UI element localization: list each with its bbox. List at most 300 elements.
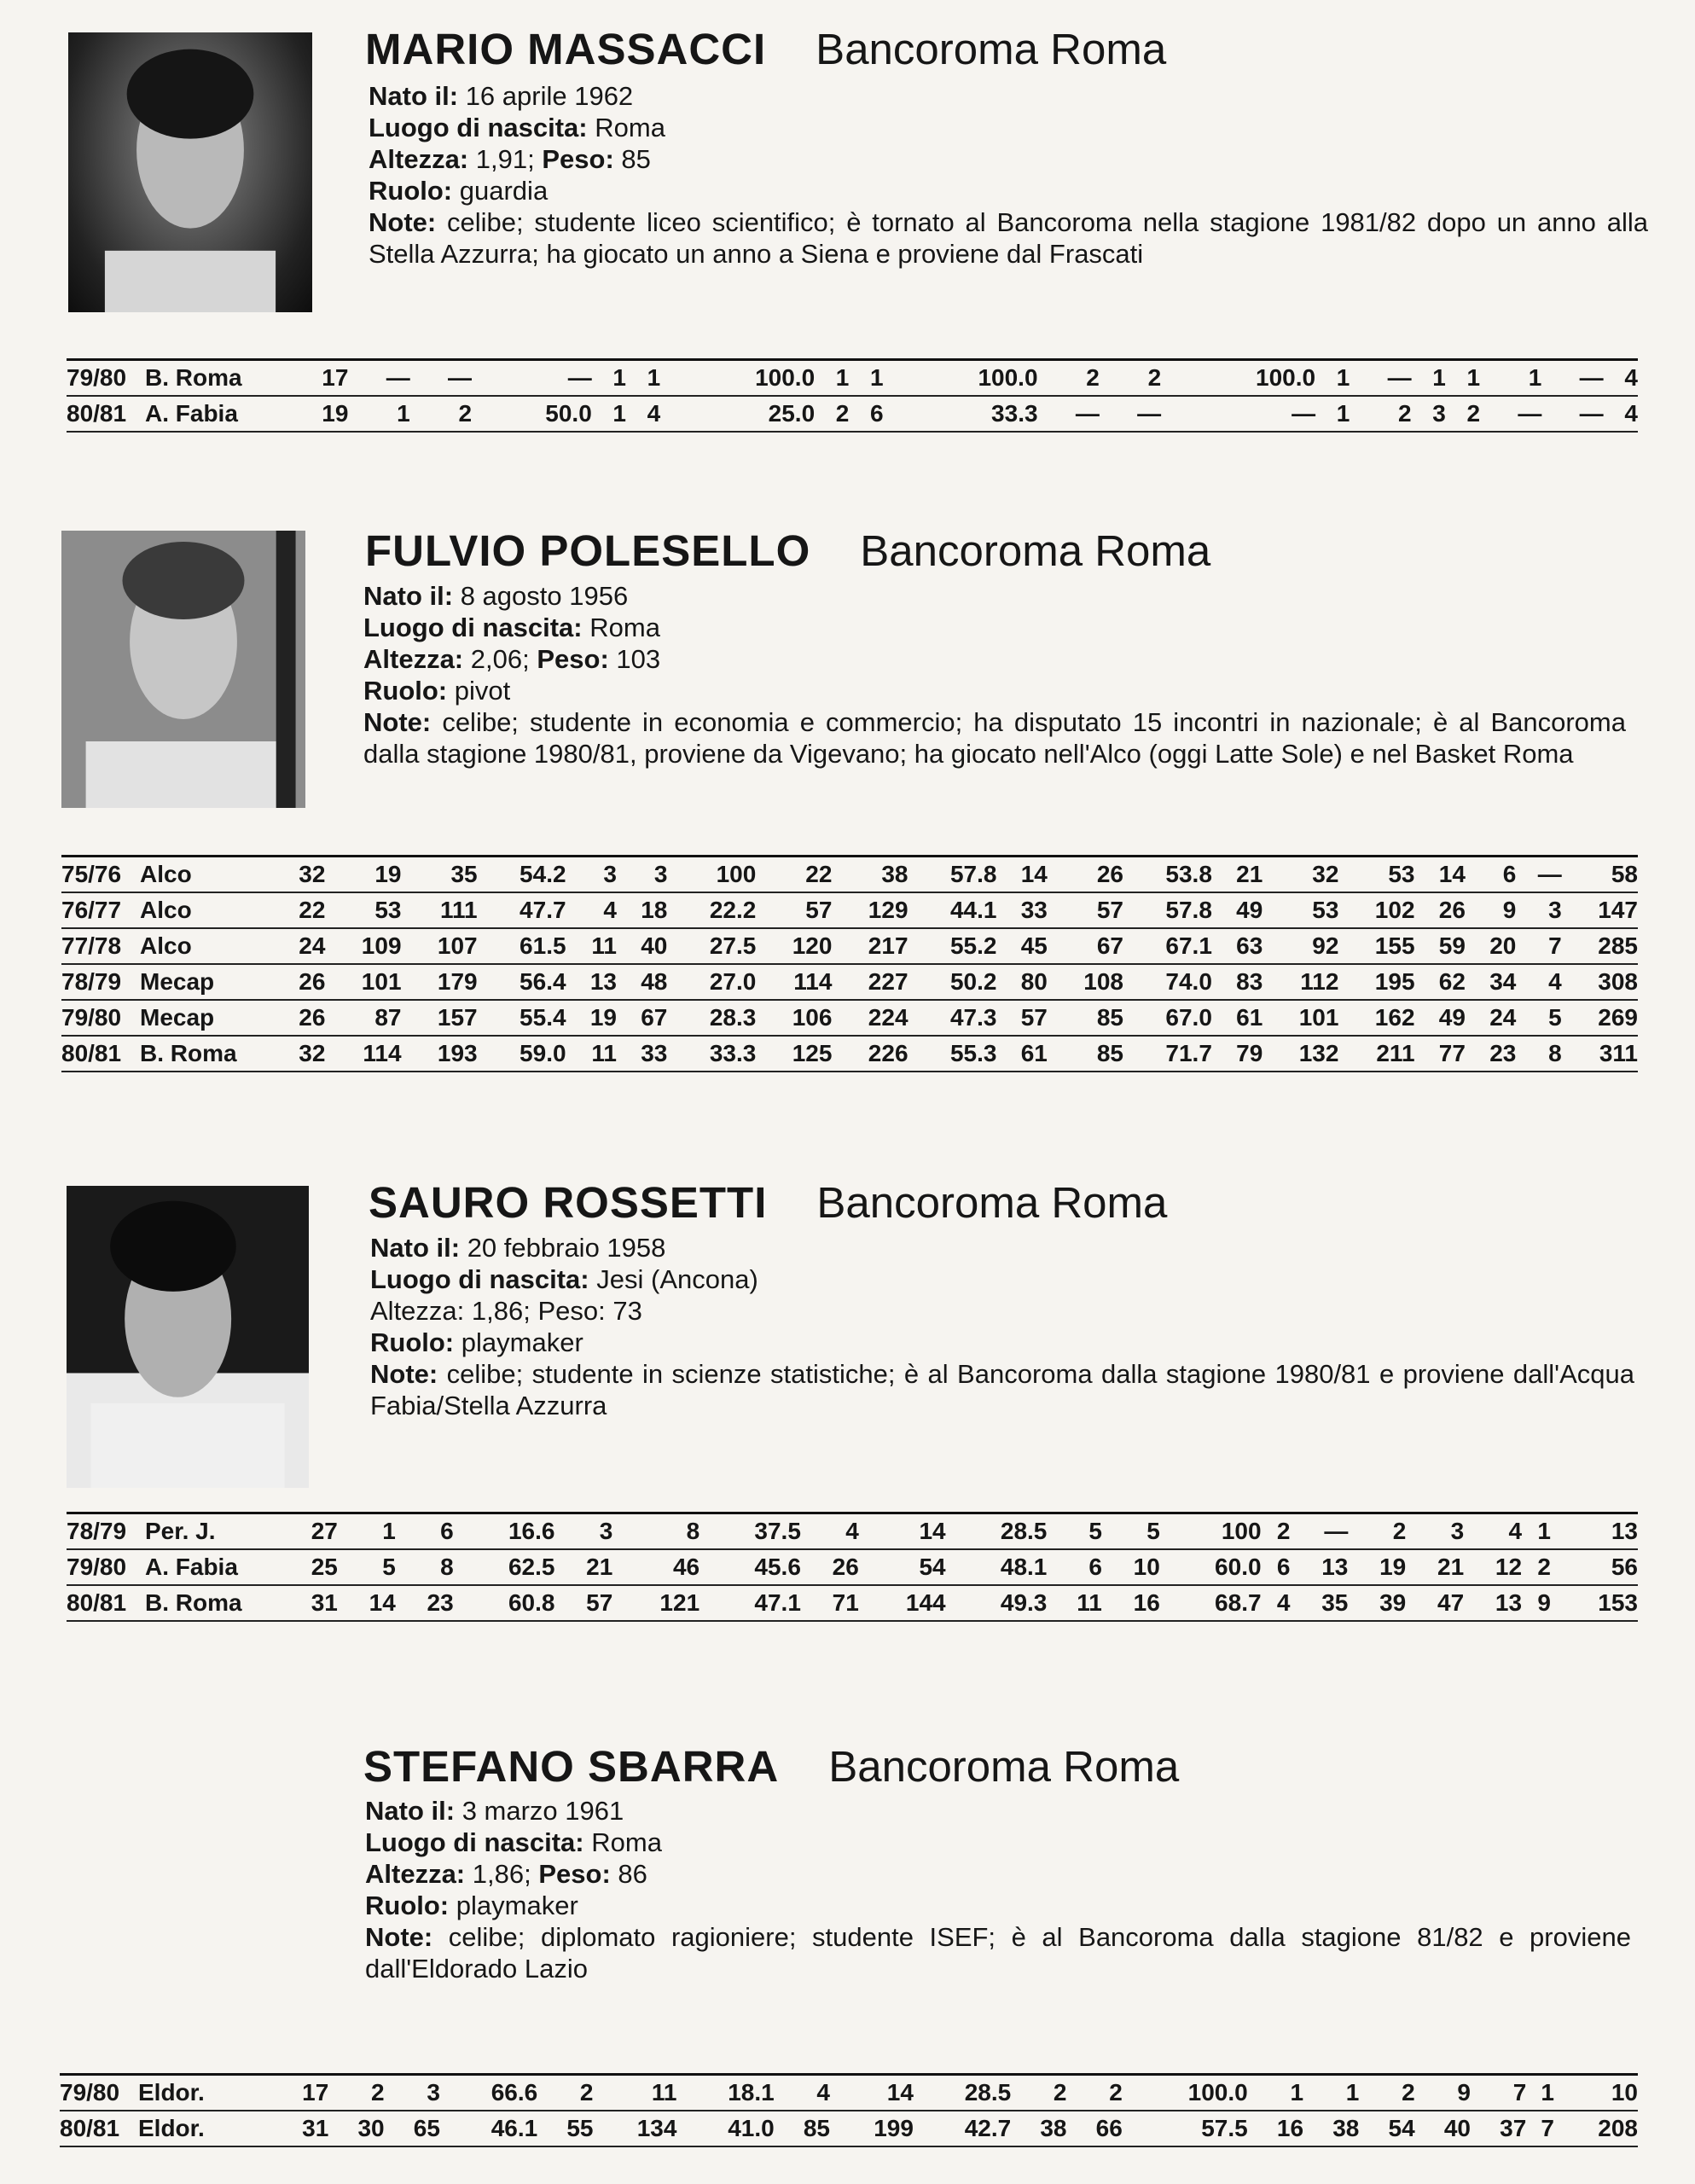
stat-value: 26 — [275, 964, 325, 1000]
player-name: STEFANO SBARRA — [363, 1742, 780, 1791]
stat-value: 211 — [1338, 1036, 1414, 1072]
stat-value: 5 — [1516, 1000, 1561, 1036]
stat-value: 10 — [1554, 2075, 1638, 2111]
stat-value: 60.0 — [1160, 1549, 1262, 1585]
stat-value: 57.8 — [908, 857, 997, 893]
stat-value: 9 — [1522, 1585, 1551, 1621]
stat-value: 27.5 — [667, 928, 756, 964]
stat-value: 13 — [566, 964, 617, 1000]
stat-value: 4 — [566, 892, 617, 928]
stat-value: 41.0 — [676, 2111, 774, 2146]
stat-value: 226 — [832, 1036, 908, 1072]
luogo-label: Luogo di nascita: — [363, 613, 583, 642]
stat-value: 2 — [410, 396, 472, 432]
stat-value: 33.3 — [884, 396, 1038, 432]
stat-value: 13 — [1290, 1549, 1348, 1585]
stat-value: 3 — [385, 2075, 440, 2111]
birth-date: 16 aprile 1962 — [465, 81, 634, 111]
stat-value: 1 — [348, 396, 409, 432]
stat-value: 19 — [325, 857, 401, 893]
stat-value: 85 — [775, 2111, 830, 2146]
stat-value: 31 — [273, 2111, 328, 2146]
stat-team: B. Roma — [145, 1585, 280, 1621]
stat-value: 71.7 — [1123, 1036, 1212, 1072]
stat-value: 1 — [1248, 2075, 1303, 2111]
stat-value: 38 — [1303, 2111, 1359, 2146]
stat-value: 1 — [592, 396, 626, 432]
stat-value: 2 — [1011, 2075, 1066, 2111]
stat-value: 2 — [1262, 1513, 1291, 1550]
stat-value: 22.2 — [667, 892, 756, 928]
player-info — [365, 1795, 1645, 1984]
stat-value: 53 — [325, 892, 401, 928]
stat-value: 193 — [402, 1036, 478, 1072]
ruolo-label: Ruolo: — [370, 1327, 455, 1357]
altezza-label: Altezza: — [363, 644, 464, 674]
stat-value: 48 — [617, 964, 667, 1000]
stat-value: 87 — [325, 1000, 401, 1036]
stat-value: 46.1 — [440, 2111, 537, 2146]
stat-value: 74.0 — [1123, 964, 1212, 1000]
stat-value: 34 — [1466, 964, 1516, 1000]
stat-value: — — [348, 360, 409, 397]
stat-value: 14 — [1415, 857, 1466, 893]
stat-team: A. Fabia — [145, 1549, 280, 1585]
stat-value: 32 — [275, 1036, 325, 1072]
stat-value: 13 — [1464, 1585, 1522, 1621]
stat-value: 45.6 — [699, 1549, 801, 1585]
stat-value: 47.1 — [699, 1585, 801, 1621]
stat-value: 269 — [1562, 1000, 1638, 1036]
stat-season: 79/80 — [67, 1549, 145, 1585]
stat-value: 14 — [830, 2075, 914, 2111]
stat-value: 1 — [1526, 2075, 1554, 2111]
stat-season: 78/79 — [61, 964, 140, 1000]
stat-value: 17 — [280, 360, 348, 397]
stat-value: — — [1541, 360, 1603, 397]
stat-value: 199 — [830, 2111, 914, 2146]
note-label: Note: — [369, 207, 437, 237]
stat-value: 7 — [1471, 2075, 1526, 2111]
player-name: MARIO MASSACCI — [365, 25, 767, 73]
stat-value: 4 — [1464, 1513, 1522, 1550]
stat-value: 47 — [1406, 1585, 1464, 1621]
stat-value: 16.6 — [454, 1513, 555, 1550]
stat-value: 217 — [832, 928, 908, 964]
luogo-label: Luogo di nascita: — [365, 1827, 584, 1857]
stat-value: 114 — [756, 964, 832, 1000]
stat-value: 1 — [1446, 360, 1480, 397]
stat-value: 21 — [554, 1549, 612, 1585]
stat-value: 25 — [280, 1549, 338, 1585]
altezza-label: Altezza: — [370, 1296, 465, 1326]
stat-value: 112 — [1263, 964, 1338, 1000]
stat-value: 42.7 — [914, 2111, 1011, 2146]
stat-value: 44.1 — [908, 892, 997, 928]
stat-value: 2 — [328, 2075, 384, 2111]
stat-value: — — [1100, 396, 1161, 432]
stat-value: 108 — [1048, 964, 1123, 1000]
stat-value: 5 — [1102, 1513, 1160, 1550]
stat-value: 85 — [1048, 1036, 1123, 1072]
stat-value: 35 — [1290, 1585, 1348, 1621]
stat-team: Eldor. — [138, 2075, 273, 2111]
note-label: Note: — [363, 707, 432, 737]
stat-value: 6 — [1047, 1549, 1102, 1585]
stat-value: 2 — [537, 2075, 593, 2111]
stat-value: 106 — [756, 1000, 832, 1036]
stat-value: 111 — [402, 892, 478, 928]
stat-value: 11 — [566, 928, 617, 964]
stats-row — [60, 2111, 1638, 2146]
stat-value: 47.3 — [908, 1000, 997, 1036]
stat-value: 3 — [566, 857, 617, 893]
stat-value: 45 — [996, 928, 1047, 964]
stat-value: 17 — [273, 2075, 328, 2111]
stat-value: 100 — [667, 857, 756, 893]
nato-label: Nato il: — [370, 1233, 461, 1263]
stat-value: — — [1516, 857, 1561, 893]
peso-label: Peso: — [537, 644, 609, 674]
stat-value: 100.0 — [660, 360, 815, 397]
stat-team: Eldor. — [138, 2111, 273, 2146]
stat-value: 6 — [849, 396, 883, 432]
stat-value: 57 — [1048, 892, 1123, 928]
stat-value: 2 — [1350, 396, 1411, 432]
stat-value: 49 — [1415, 1000, 1466, 1036]
notes: celibe; studente in economia e commercio; ha disputato 15 incontri in nazionale; è al Bancoroma dalla stagione 1980/81, proviene da Vigevano; ha giocato nell'Alco (oggi Latte Sole) e nel Basket Roma — [363, 707, 1626, 769]
stat-value: 2 — [1100, 360, 1161, 397]
height: 1,91; — [475, 144, 535, 174]
stat-value: 102 — [1338, 892, 1414, 928]
altezza-label: Altezza: — [369, 144, 469, 174]
stat-value: 35 — [402, 857, 478, 893]
stat-value: 85 — [1048, 1000, 1123, 1036]
stat-team: Alco — [140, 857, 275, 893]
stat-value: 100.0 — [1161, 360, 1315, 397]
stat-value: 62 — [1415, 964, 1466, 1000]
stat-value: 147 — [1562, 892, 1638, 928]
stat-value: 10 — [1102, 1549, 1160, 1585]
stat-value: 32 — [1263, 857, 1338, 893]
stat-value: 3 — [554, 1513, 612, 1550]
role: playmaker — [456, 1891, 578, 1920]
stat-value: 134 — [594, 2111, 677, 2146]
stat-value: 22 — [275, 892, 325, 928]
stat-value: 5 — [1047, 1513, 1102, 1550]
stat-value: 153 — [1551, 1585, 1638, 1621]
luogo-label: Luogo di nascita: — [369, 113, 588, 142]
stat-value: 37.5 — [699, 1513, 801, 1550]
stat-season: 76/77 — [61, 892, 140, 928]
stat-value: 1 — [626, 360, 660, 397]
stat-value: 57.5 — [1123, 2111, 1248, 2146]
stat-value: 157 — [402, 1000, 478, 1036]
stat-value: — — [1541, 396, 1603, 432]
luogo-label: Luogo di nascita: — [370, 1264, 589, 1294]
stat-value: 50.0 — [472, 396, 592, 432]
stat-value: 11 — [1047, 1585, 1102, 1621]
stat-value: 4 — [775, 2075, 830, 2111]
stat-value: 53 — [1263, 892, 1338, 928]
stat-value: 2 — [815, 396, 849, 432]
stat-value: 61 — [1212, 1000, 1263, 1036]
stat-value: 24 — [275, 928, 325, 964]
stat-value: 8 — [1516, 1036, 1561, 1072]
weight: 103 — [616, 644, 661, 674]
stat-value: 132 — [1263, 1036, 1338, 1072]
stat-value: 1 — [1303, 2075, 1359, 2111]
stat-team: Mecap — [140, 1000, 275, 1036]
stat-value: 61.5 — [478, 928, 566, 964]
stat-value: 21 — [1406, 1549, 1464, 1585]
stat-value: 50.2 — [908, 964, 997, 1000]
stat-value: 26 — [801, 1549, 859, 1585]
stat-value: 40 — [1415, 2111, 1471, 2146]
stat-value: 57 — [996, 1000, 1047, 1036]
stat-value: 13 — [1551, 1513, 1638, 1550]
stat-value: 67 — [1048, 928, 1123, 964]
stat-value: 60.8 — [454, 1585, 555, 1621]
stat-value: 1 — [1480, 360, 1541, 397]
stat-value: 68.7 — [1160, 1585, 1262, 1621]
stat-value: 4 — [626, 396, 660, 432]
birth-place: Roma — [591, 1827, 662, 1857]
stat-value: 9 — [1415, 2075, 1471, 2111]
stats-table — [60, 2073, 1638, 2147]
stat-value: 107 — [402, 928, 478, 964]
stat-value: 47.7 — [478, 892, 566, 928]
stat-value: 6 — [1466, 857, 1516, 893]
stat-value: 144 — [859, 1585, 946, 1621]
stat-value: 179 — [402, 964, 478, 1000]
role: pivot — [454, 676, 511, 706]
stat-season: 80/81 — [60, 2111, 138, 2146]
stat-value: 12 — [1464, 1549, 1522, 1585]
stat-value: 54 — [1359, 2111, 1414, 2146]
ruolo-label: Ruolo: — [365, 1891, 450, 1920]
stat-value: 83 — [1212, 964, 1263, 1000]
stat-value: 1 — [1522, 1513, 1551, 1550]
stat-value: 129 — [832, 892, 908, 928]
stat-season: 80/81 — [67, 396, 145, 432]
stat-value: 49.3 — [946, 1585, 1048, 1621]
stat-value: 26 — [1048, 857, 1123, 893]
stat-value: 57 — [554, 1585, 612, 1621]
stat-value: 56.4 — [478, 964, 566, 1000]
height: 1,86; — [472, 1859, 531, 1889]
player-team: Bancoroma Roma — [816, 25, 1167, 73]
stat-value: 4 — [1516, 964, 1561, 1000]
stat-value: 6 — [1262, 1549, 1291, 1585]
stat-value: 58 — [1562, 857, 1638, 893]
nato-label: Nato il: — [363, 581, 454, 611]
ruolo-label: Ruolo: — [369, 176, 453, 206]
birth-place: Jesi (Ancona) — [596, 1264, 758, 1294]
stat-value: 14 — [996, 857, 1047, 893]
stat-value: 125 — [756, 1036, 832, 1072]
birth-date: 20 febbraio 1958 — [467, 1233, 666, 1263]
stat-value: 79 — [1212, 1036, 1263, 1072]
stat-value: — — [1161, 396, 1315, 432]
stat-value: 2 — [1446, 396, 1480, 432]
stat-value: 33.3 — [667, 1036, 756, 1072]
stat-value: 109 — [325, 928, 401, 964]
stat-value: 25.0 — [660, 396, 815, 432]
stat-value: 63 — [1212, 928, 1263, 964]
peso-label: Peso: — [542, 144, 614, 174]
birth-date: 3 marzo 1961 — [461, 1796, 624, 1826]
stat-value: 1 — [815, 360, 849, 397]
stat-value: 285 — [1562, 928, 1638, 964]
stat-value: 20 — [1466, 928, 1516, 964]
player-name: SAURO ROSSETTI — [369, 1178, 768, 1227]
stat-value: 11 — [566, 1036, 617, 1072]
stat-value: 4 — [1604, 360, 1638, 397]
stat-value: 55.3 — [908, 1036, 997, 1072]
stat-team: B. Roma — [140, 1036, 275, 1072]
stat-value: 121 — [612, 1585, 699, 1621]
stat-value: 67.1 — [1123, 928, 1212, 964]
stat-value: 6 — [396, 1513, 454, 1550]
stat-value: 19 — [280, 396, 348, 432]
stat-value: 1 — [592, 360, 626, 397]
stat-team: Per. J. — [145, 1513, 280, 1550]
stat-value: 308 — [1562, 964, 1638, 1000]
stat-value: 62.5 — [454, 1549, 555, 1585]
stat-value: 53.8 — [1123, 857, 1212, 893]
stat-value: 23 — [1466, 1036, 1516, 1072]
stat-value: 66 — [1067, 2111, 1123, 2146]
stat-value: — — [1290, 1513, 1348, 1550]
notes: celibe; studente liceo scientifico; è tornato al Bancoroma nella stagione 1981/82 dopo un anno alla Stella Azzurra; ha giocato un anno a Siena e proviene dal Frascati — [369, 207, 1648, 269]
stat-value: 59 — [1415, 928, 1466, 964]
stat-value: 67.0 — [1123, 1000, 1212, 1036]
stat-value: 26 — [1415, 892, 1466, 928]
stat-value: 227 — [832, 964, 908, 1000]
stat-value: 7 — [1526, 2111, 1554, 2146]
notes: celibe; diplomato ragioniere; studente ISEF; è al Bancoroma dalla stagione 81/82 e proviene dall'Eldorado Lazio — [365, 1922, 1631, 1984]
stat-value: 65 — [385, 2111, 440, 2146]
stat-team: Alco — [140, 892, 275, 928]
stat-value: 38 — [832, 857, 908, 893]
stat-value: 120 — [756, 928, 832, 964]
stat-value: 114 — [325, 1036, 401, 1072]
stat-value: — — [1480, 396, 1541, 432]
stat-value: 67 — [617, 1000, 667, 1036]
stat-value: 1 — [1315, 396, 1350, 432]
stat-value: 19 — [1348, 1549, 1406, 1585]
birth-date: 8 agosto 1956 — [460, 581, 629, 611]
stat-value: 48.1 — [946, 1549, 1048, 1585]
stats-row — [60, 2075, 1638, 2111]
stat-value: 4 — [801, 1513, 859, 1550]
stat-value: 55.4 — [478, 1000, 566, 1036]
stat-value: 16 — [1102, 1585, 1160, 1621]
stat-team: A. Fabia — [145, 396, 280, 432]
stat-value: 80 — [996, 964, 1047, 1000]
stat-value: 32 — [275, 857, 325, 893]
stat-value: 23 — [396, 1585, 454, 1621]
stat-value: 3 — [1516, 892, 1561, 928]
stat-value: 71 — [801, 1585, 859, 1621]
stat-value: 2 — [1038, 360, 1100, 397]
stat-value: 49 — [1212, 892, 1263, 928]
stat-season: 79/80 — [60, 2075, 138, 2111]
stat-season: 80/81 — [67, 1585, 145, 1621]
stat-value: 2 — [1359, 2075, 1414, 2111]
stat-value: 33 — [996, 892, 1047, 928]
stat-value: 18.1 — [676, 2075, 774, 2111]
stat-season: 79/80 — [67, 360, 145, 397]
stat-value: 54.2 — [478, 857, 566, 893]
player-team: Bancoroma Roma — [816, 1178, 1168, 1227]
stat-value: 311 — [1562, 1036, 1638, 1072]
stat-value: 55 — [537, 2111, 593, 2146]
stat-value: 18 — [617, 892, 667, 928]
stat-value: 53 — [1338, 857, 1414, 893]
stat-value: 40 — [617, 928, 667, 964]
stat-value: 101 — [1263, 1000, 1338, 1036]
stat-value: 66.6 — [440, 2075, 537, 2111]
player-name: FULVIO POLESELLO — [365, 526, 811, 575]
stat-value: 8 — [396, 1549, 454, 1585]
stat-value: 46 — [612, 1549, 699, 1585]
stat-value: 59.0 — [478, 1036, 566, 1072]
stat-value: — — [1038, 396, 1100, 432]
stat-value: 16 — [1248, 2111, 1303, 2146]
stat-value: 30 — [328, 2111, 384, 2146]
stat-value: 22 — [756, 857, 832, 893]
stat-value: 39 — [1348, 1585, 1406, 1621]
stat-value: 7 — [1516, 928, 1561, 964]
altezza-label: Altezza: — [365, 1859, 466, 1889]
stat-value: — — [410, 360, 472, 397]
nato-label: Nato il: — [365, 1796, 456, 1826]
stat-value: 56 — [1551, 1549, 1638, 1585]
stat-value: 37 — [1471, 2111, 1526, 2146]
stat-value: 2 — [1522, 1549, 1551, 1585]
stat-value: 100.0 — [1123, 2075, 1248, 2111]
stat-value: 8 — [612, 1513, 699, 1550]
height: 1,86; — [471, 1296, 531, 1326]
stat-value: 55.2 — [908, 928, 997, 964]
stat-season: 77/78 — [61, 928, 140, 964]
stat-value: — — [472, 360, 592, 397]
stat-value: 208 — [1554, 2111, 1638, 2146]
stat-value: 14 — [338, 1585, 396, 1621]
stat-value: 77 — [1415, 1036, 1466, 1072]
stat-value: 27.0 — [667, 964, 756, 1000]
ruolo-label: Ruolo: — [363, 676, 448, 706]
stat-value: 224 — [832, 1000, 908, 1036]
stat-value: 33 — [617, 1036, 667, 1072]
weight: 86 — [618, 1859, 647, 1889]
birth-place: Roma — [595, 113, 665, 142]
stat-value: 100.0 — [884, 360, 1038, 397]
stat-value: 3 — [617, 857, 667, 893]
stat-value: 2 — [1348, 1513, 1406, 1550]
role: playmaker — [461, 1327, 583, 1357]
stat-value: 31 — [280, 1585, 338, 1621]
stat-value: 28.5 — [914, 2075, 1011, 2111]
note-label: Note: — [370, 1359, 438, 1389]
stat-value: 14 — [859, 1513, 946, 1550]
stat-value: 195 — [1338, 964, 1414, 1000]
stat-value: 24 — [1466, 1000, 1516, 1036]
stat-value: 57.8 — [1123, 892, 1212, 928]
stat-value: 28.3 — [667, 1000, 756, 1036]
